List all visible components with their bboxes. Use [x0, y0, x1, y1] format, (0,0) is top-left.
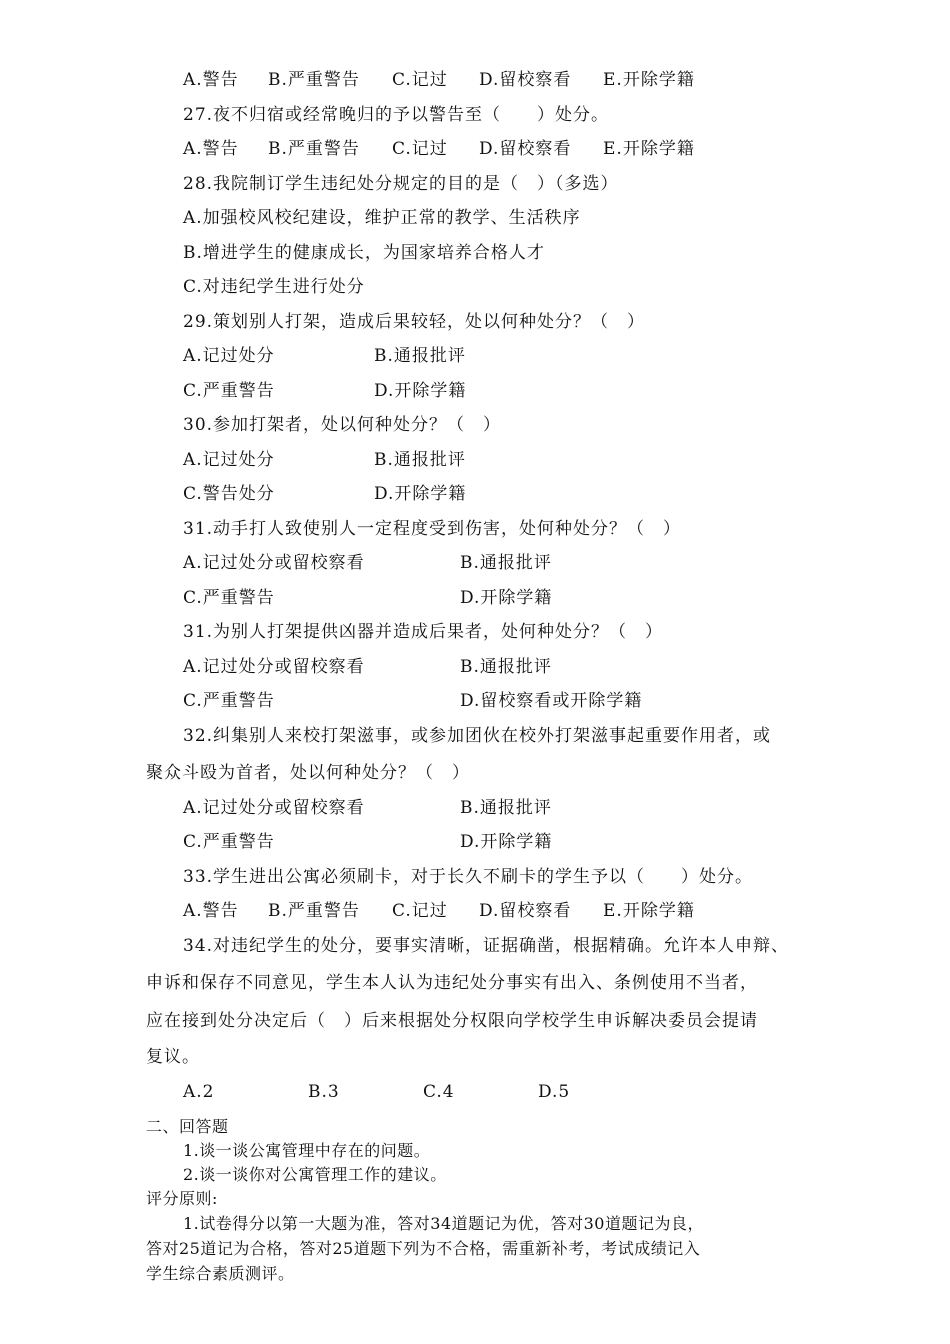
option-c: C.严重警告 — [183, 691, 275, 711]
q32-options-row2 — [183, 831, 783, 853]
q28-option-b: B.增进学生的健康成长，为国家培养合格人才 — [183, 243, 545, 263]
option-e: E.开除学籍 — [603, 139, 695, 159]
option-d: D.留校察看 — [479, 901, 572, 921]
option-a: A.2 — [183, 1082, 215, 1102]
option-b: B.通报批评 — [374, 450, 466, 470]
option-b: B.通报批评 — [460, 798, 552, 818]
option-d: D.5 — [538, 1082, 571, 1102]
option-b: B.通报批评 — [460, 657, 552, 677]
option-c: C.记过 — [392, 70, 448, 90]
option-a: A.记过处分或留校察看 — [183, 657, 365, 677]
option-a: A.记过处分 — [183, 346, 275, 366]
option-b: B.3 — [308, 1082, 340, 1102]
option-c: C.4 — [423, 1082, 455, 1102]
q31b-options-row1 — [183, 656, 783, 678]
option-a: A.警告 — [183, 139, 239, 159]
option-a: A.警告 — [183, 70, 239, 90]
scoring-line-2: 答对25道记为合格，答对25道题下列为不合格，需重新补考，考试成绩记入 — [146, 1239, 701, 1258]
q31b-options-row2 — [183, 690, 783, 712]
option-a: A.记过处分或留校察看 — [183, 798, 365, 818]
option-b: B.严重警告 — [268, 70, 360, 90]
question-31b: 31.为别人打架提供凶器并造成后果者，处何种处分？（ ） — [183, 622, 664, 642]
q27-options — [183, 138, 783, 160]
option-e: E.开除学籍 — [603, 901, 695, 921]
option-a: A.警告 — [183, 901, 239, 921]
q33-options — [183, 900, 783, 922]
option-d: D.留校察看或开除学籍 — [460, 691, 643, 711]
question-32-line1: 32.纠集别人来校打架滋事，或参加团伙在校外打架滋事起重要作用者，或 — [183, 726, 772, 746]
question-34-line2: 申诉和保存不同意见，学生本人认为违纪处分事实有出入、条例使用不当者， — [146, 973, 758, 993]
q28-option-a: A.加强校风校纪建设，维护正常的教学、生活秩序 — [183, 208, 581, 228]
option-b: B.通报批评 — [374, 346, 466, 366]
section-2-title: 二、回答题 — [146, 1117, 229, 1136]
question-31a: 31.动手打人致使别人一定程度受到伤害，处何种处分？（ ） — [183, 519, 682, 539]
option-d: D.开除学籍 — [374, 381, 467, 401]
scoring-line-3: 学生综合素质测评。 — [146, 1264, 295, 1283]
option-c: C.严重警告 — [183, 381, 275, 401]
q29-options-row1 — [183, 345, 683, 367]
option-c: C.警告处分 — [183, 484, 275, 504]
question-30: 30.参加打架者，处以何种处分？（ ） — [183, 415, 502, 435]
option-b: B.通报批评 — [460, 553, 552, 573]
q32-options-row1 — [183, 797, 783, 819]
q30-options-row1 — [183, 449, 683, 471]
option-a: A.记过处分 — [183, 450, 275, 470]
q30-options-row2 — [183, 483, 683, 505]
section-2-item-2: 2.谈一谈你对公寓管理工作的建议。 — [183, 1165, 447, 1184]
option-a: A.记过处分或留校察看 — [183, 553, 365, 573]
question-27: 27.夜不归宿或经常晚归的予以警告至（ ）处分。 — [183, 105, 610, 125]
option-d: D.开除学籍 — [374, 484, 467, 504]
scoring-line-1: 1.试卷得分以第一大题为准，答对34道题记为优，答对30道题记为良， — [183, 1214, 704, 1233]
question-34-line1: 34.对违纪学生的处分，要事实清晰，证据确凿，根据精确。允许本人申辩、 — [183, 936, 790, 956]
option-d: D.留校察看 — [479, 139, 572, 159]
question-34-line3: 应在接到处分决定后（ ）后来根据处分权限向学校学生申诉解决委员会提请 — [146, 1011, 758, 1031]
question-29: 29.策划别人打架，造成后果较轻，处以何种处分？（ ） — [183, 312, 646, 332]
scoring-title: 评分原则: — [146, 1189, 218, 1208]
q26-options — [183, 69, 783, 91]
question-32-line2: 聚众斗殴为首者，处以何种处分？（ ） — [146, 763, 470, 783]
q31a-options-row2 — [183, 587, 783, 609]
question-33: 33.学生进出公寓必须刷卡，对于长久不刷卡的学生予以（ ）处分。 — [183, 867, 754, 887]
option-d: D.开除学籍 — [460, 832, 553, 852]
option-b: B.严重警告 — [268, 901, 360, 921]
q34-options — [183, 1081, 683, 1103]
option-c: C.严重警告 — [183, 832, 275, 852]
option-e: E.开除学籍 — [603, 70, 695, 90]
question-34-line4: 复议。 — [146, 1047, 200, 1067]
option-d: D.开除学籍 — [460, 588, 553, 608]
section-2-item-1: 1.谈一谈公寓管理中存在的问题。 — [183, 1141, 431, 1160]
option-c: C.记过 — [392, 139, 448, 159]
option-c: C.记过 — [392, 901, 448, 921]
q29-options-row2 — [183, 380, 683, 402]
q31a-options-row1 — [183, 552, 783, 574]
option-b: B.严重警告 — [268, 139, 360, 159]
option-c: C.严重警告 — [183, 588, 275, 608]
question-28: 28.我院制订学生违纪处分规定的目的是（ ）（多选） — [183, 174, 619, 194]
option-d: D.留校察看 — [479, 70, 572, 90]
q28-option-c: C.对违纪学生进行处分 — [183, 277, 365, 297]
